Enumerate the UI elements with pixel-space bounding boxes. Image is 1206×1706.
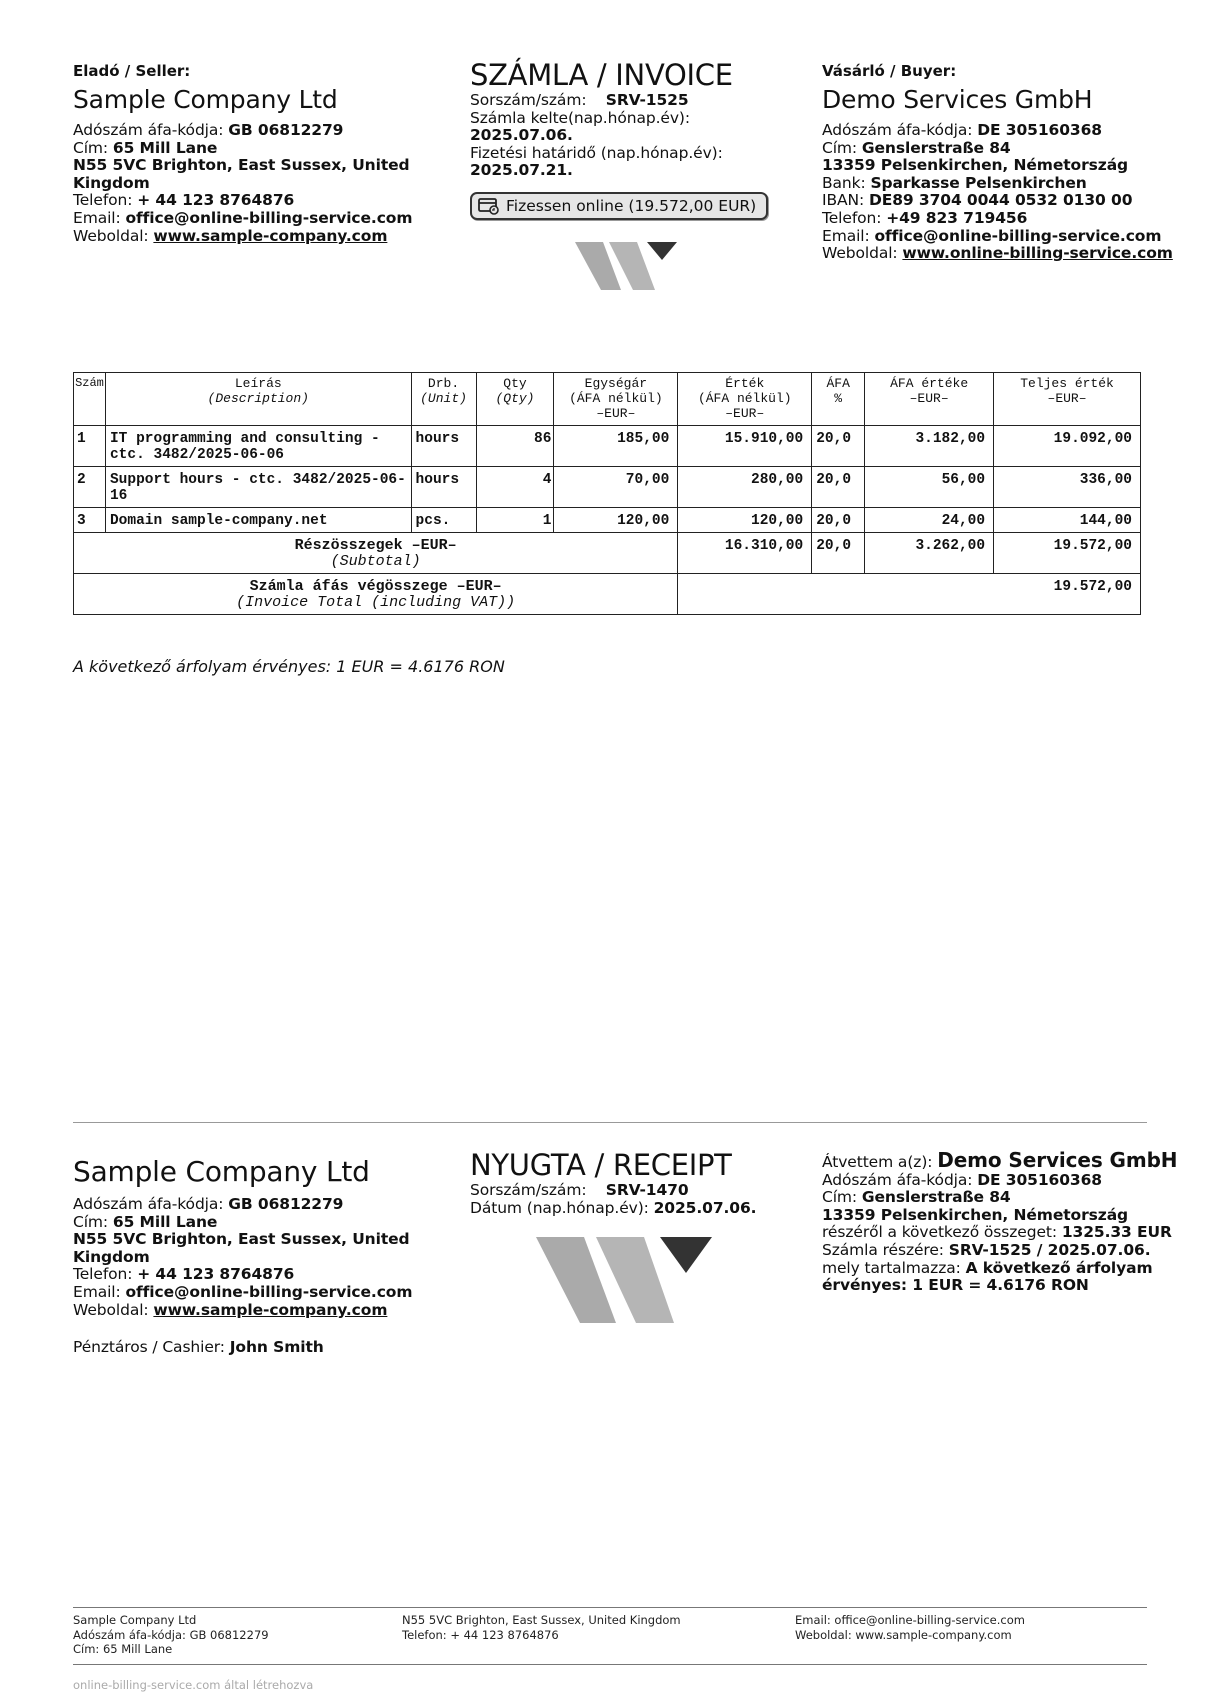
pay-online-button[interactable] bbox=[470, 192, 768, 220]
row-vat-amount: 3.182,00 bbox=[865, 426, 994, 467]
row-description: IT programming and consulting - ctc. 3482/2025-06-06 bbox=[105, 426, 411, 467]
row-vat-amount: 24,00 bbox=[865, 508, 994, 533]
buyer-web: Weboldal: www.online-billing-service.com bbox=[822, 244, 1173, 263]
seller-phone: Telefon: + 44 123 8764876 bbox=[73, 191, 295, 210]
buyer-address: Cím: Genslerstraße 84 bbox=[822, 138, 1011, 157]
invoice-items-table bbox=[73, 372, 1141, 615]
receipt-company-email: Email: office@online-billing-service.com bbox=[73, 1282, 413, 1301]
receipt-buyer-city: 13359 Pelsenkirchen, Németország bbox=[822, 1205, 1129, 1224]
row-description: Support hours - ctc. 3482/2025-06-16 bbox=[105, 467, 411, 508]
generated-by-note: online-billing-service.com által létrehozva bbox=[73, 1678, 314, 1692]
pay-online-label: Fizessen online (19.572,00 EUR) bbox=[506, 196, 757, 215]
header-description: Leírás (Description) bbox=[105, 373, 411, 426]
footer-divider-top bbox=[73, 1607, 1147, 1608]
grand-total-row bbox=[74, 574, 1141, 615]
buyer-name: Demo Services GmbH bbox=[822, 85, 1093, 114]
subtotal-vat: 20,0 bbox=[812, 533, 865, 574]
buyer-tax: Adószám áfa-kódja: DE 305160368 bbox=[822, 121, 1102, 139]
row-unit: pcs. bbox=[411, 508, 476, 533]
subtotal-label: Részösszegek –EUR– (Subtotal) bbox=[74, 533, 678, 574]
seller-block bbox=[73, 62, 433, 245]
footer-company-tax: Adószám áfa-kódja: GB 06812279 bbox=[73, 1627, 269, 1642]
receipt-buyer-block bbox=[822, 1148, 1202, 1295]
receipt-company-phone: Telefon: + 44 123 8764876 bbox=[73, 1265, 295, 1284]
buyer-city: 13359 Pelsenkirchen, Németország bbox=[822, 156, 1129, 175]
receipt-company-name: Sample Company Ltd bbox=[73, 1155, 370, 1188]
row-vat: 20,0 bbox=[812, 508, 865, 533]
receipt-company-web: Weboldal: www.sample-company.com bbox=[73, 1300, 388, 1319]
grand-total-label: Számla áfás végösszege –EUR– (Invoice Total (including VAT)) bbox=[74, 574, 678, 615]
buyer-label: Vásárló / Buyer: bbox=[822, 62, 957, 80]
receipt-buyer-tax: Adószám áfa-kódja: DE 305160368 bbox=[822, 1170, 1102, 1189]
cashier: Pénztáros / Cashier: John Smith bbox=[73, 1338, 324, 1357]
receipt-divider bbox=[73, 1122, 1147, 1123]
received-from: Átvettem a(z): Demo Services GmbH bbox=[822, 1148, 1178, 1172]
subtotal-vat-amount: 3.262,00 bbox=[865, 533, 994, 574]
seller-email: Email: office@online-billing-service.com bbox=[73, 208, 413, 227]
receipt-title: NYUGTA / RECEIPT bbox=[470, 1148, 732, 1182]
row-unit-price: 185,00 bbox=[554, 426, 678, 467]
row-nr: 2 bbox=[74, 467, 106, 508]
company-logo bbox=[575, 238, 680, 290]
receipt-buyer-address: Cím: Genslerstraße 84 bbox=[822, 1188, 1011, 1207]
seller-tax: Adószám áfa-kódja: GB 06812279 bbox=[73, 121, 344, 139]
footer-email: Email: office@online-billing-service.com bbox=[795, 1613, 1025, 1627]
header-value: Érték (ÁFA nélkül) –EUR– bbox=[678, 373, 812, 426]
row-total: 144,00 bbox=[994, 508, 1141, 533]
row-description: Domain sample-company.net bbox=[105, 508, 411, 533]
row-vat-amount: 56,00 bbox=[865, 467, 994, 508]
receipt-number: Sorszám/szám: SRV-1470 bbox=[470, 1181, 689, 1199]
header-vat: ÁFA % bbox=[812, 373, 865, 426]
row-vat: 20,0 bbox=[812, 426, 865, 467]
footer-contact bbox=[402, 1613, 681, 1642]
receipt-amount: részéről a következő összeget: 1325.33 EUR bbox=[822, 1223, 1172, 1242]
header-total: Teljes érték –EUR– bbox=[994, 373, 1141, 426]
header-qty: Qty (Qty) bbox=[476, 373, 554, 426]
seller-label: Eladó / Seller: bbox=[73, 62, 191, 80]
seller-address: Cím: 65 Mill Lane bbox=[73, 138, 218, 157]
buyer-email: Email: office@online-billing-service.com bbox=[822, 226, 1162, 245]
header-nr: Szám bbox=[74, 373, 106, 426]
invoice-meta-block bbox=[470, 58, 770, 220]
invoice-number: Sorszám/szám: SRV-1525 bbox=[470, 91, 689, 109]
row-value: 15.910,00 bbox=[678, 426, 812, 467]
buyer-web-link[interactable]: www.online-billing-service.com bbox=[902, 244, 1173, 263]
table-row bbox=[74, 426, 1141, 467]
subtotal-value: 16.310,00 bbox=[678, 533, 812, 574]
seller-web: Weboldal: www.sample-company.com bbox=[73, 226, 388, 245]
header-unit-price: Egységár (ÁFA nélkül) –EUR– bbox=[554, 373, 678, 426]
receipt-web-link[interactable]: www.sample-company.com bbox=[153, 1300, 388, 1319]
subtotal-row bbox=[74, 533, 1141, 574]
invoice-date-value: 2025.07.06. bbox=[470, 126, 573, 145]
receipt-date: Dátum (nap.hónap.év): 2025.07.06. bbox=[470, 1198, 757, 1217]
row-unit-price: 120,00 bbox=[554, 508, 678, 533]
footer-city: N55 5VC Brighton, East Sussex, United Kingdom bbox=[402, 1613, 681, 1627]
receipt-meta-block bbox=[470, 1148, 790, 1217]
receipt-company-tax: Adószám áfa-kódja: GB 06812279 bbox=[73, 1195, 344, 1213]
receipt-company-city: N55 5VC Brighton, East Sussex, United Kingdom bbox=[73, 1230, 410, 1266]
invoice-due-value: 2025.07.21. bbox=[470, 161, 573, 180]
seller-web-link[interactable]: www.sample-company.com bbox=[153, 226, 388, 245]
row-unit-price: 70,00 bbox=[554, 467, 678, 508]
grand-total-value: 19.572,00 bbox=[678, 574, 1141, 615]
receipt-logo bbox=[536, 1231, 716, 1323]
receipt-contains: mely tartalmazza: A következő árfolyam érvényes: 1 EUR = 4.6176 RON bbox=[822, 1258, 1153, 1295]
receipt-for-invoice: Számla részére: SRV-1525 / 2025.07.06. bbox=[822, 1240, 1151, 1259]
footer-phone: Telefon: + 44 123 8764876 bbox=[402, 1627, 559, 1642]
row-vat: 20,0 bbox=[812, 467, 865, 508]
footer-company bbox=[73, 1613, 269, 1657]
row-qty: 86 bbox=[476, 426, 554, 467]
buyer-bank: Bank: Sparkasse Pelsenkirchen bbox=[822, 173, 1087, 192]
buyer-phone: Telefon: +49 823 719456 bbox=[822, 208, 1028, 227]
invoice-due-label: Fizetési határidő (nap.hónap.év): bbox=[470, 143, 723, 162]
footer-divider-bottom bbox=[73, 1664, 1147, 1665]
row-qty: 4 bbox=[476, 467, 554, 508]
exchange-rate-note: A következő árfolyam érvényes: 1 EUR = 4.6176 RON bbox=[73, 657, 505, 676]
receipt-company-address: Cím: 65 Mill Lane bbox=[73, 1212, 218, 1231]
row-value: 280,00 bbox=[678, 467, 812, 508]
seller-name: Sample Company Ltd bbox=[73, 85, 338, 114]
footer-company-name: Sample Company Ltd bbox=[73, 1613, 197, 1627]
header-unit: Drb. (Unit) bbox=[411, 373, 476, 426]
row-total: 19.092,00 bbox=[994, 426, 1141, 467]
table-header-row bbox=[74, 373, 1141, 426]
buyer-block bbox=[822, 62, 1202, 263]
table-row bbox=[74, 467, 1141, 508]
receipt-seller-block bbox=[73, 1150, 433, 1357]
row-qty: 1 bbox=[476, 508, 554, 533]
seller-city: N55 5VC Brighton, East Sussex, United Kingdom bbox=[73, 156, 410, 192]
header-vat-amount: ÁFA értéke –EUR– bbox=[865, 373, 994, 426]
row-nr: 1 bbox=[74, 426, 106, 467]
footer-online bbox=[795, 1613, 1025, 1642]
invoice-title: SZÁMLA / INVOICE bbox=[470, 58, 733, 92]
row-unit: hours bbox=[411, 426, 476, 467]
footer-web: Weboldal: www.sample-company.com bbox=[795, 1627, 1012, 1642]
buyer-iban: IBAN: DE89 3704 0044 0532 0130 00 bbox=[822, 191, 1133, 210]
row-unit: hours bbox=[411, 467, 476, 508]
footer-company-address: Cím: 65 Mill Lane bbox=[73, 1642, 173, 1656]
table-row bbox=[74, 508, 1141, 533]
row-nr: 3 bbox=[74, 508, 106, 533]
card-payment-icon bbox=[478, 197, 500, 215]
subtotal-total: 19.572,00 bbox=[994, 533, 1141, 574]
row-total: 336,00 bbox=[994, 467, 1141, 508]
invoice-date-label: Számla kelte(nap.hónap.év): bbox=[470, 108, 690, 127]
row-value: 120,00 bbox=[678, 508, 812, 533]
